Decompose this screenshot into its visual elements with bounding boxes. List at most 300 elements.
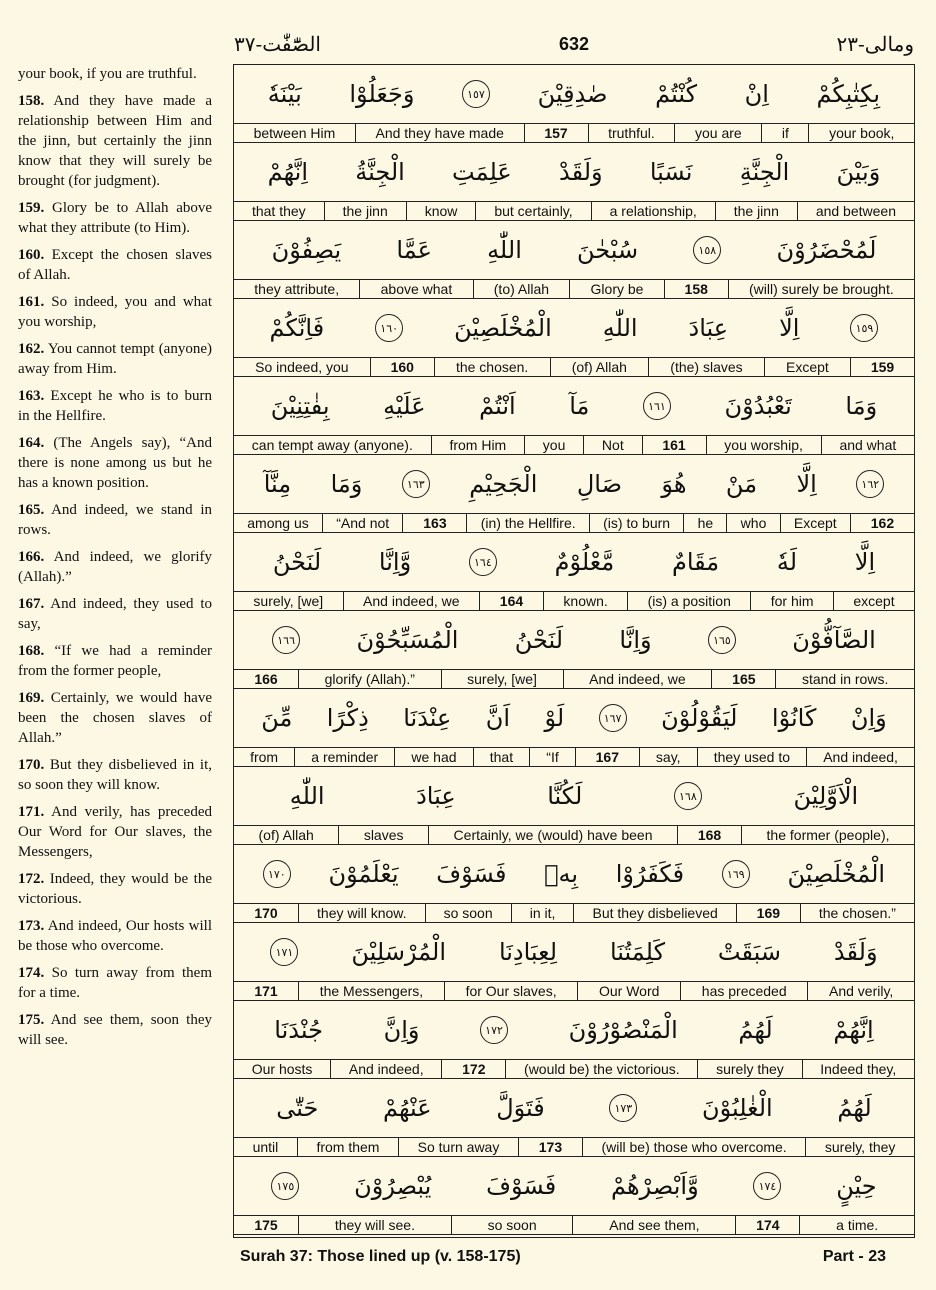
verse-text: And verily, has preceded Our Word for Our slaves, the Messengers, xyxy=(18,804,212,860)
commentary-verse xyxy=(18,386,212,426)
english-gloss-line xyxy=(234,981,914,1001)
arabic-word: وَلَقَدْ xyxy=(833,938,878,966)
arabic-line xyxy=(234,1001,914,1059)
verse-number-cell: 166 xyxy=(254,671,278,687)
arabic-word: تَعْبُدُوْنَ xyxy=(724,392,792,420)
arabic-word: لَمُحْضَرُوْنَ xyxy=(776,236,877,264)
verse-number-cell: 175 xyxy=(254,1217,278,1233)
ayah-end-marker: ١٦٧ xyxy=(599,704,627,732)
gloss-cell: Except xyxy=(764,358,850,376)
arabic-line xyxy=(234,65,914,123)
arabic-line xyxy=(234,455,914,513)
gloss-cell: in it, xyxy=(511,904,574,922)
arabic-word: اِلَّا xyxy=(854,548,876,576)
gloss-cell: surely, they xyxy=(805,1138,914,1156)
arabic-word: الْاَوَّلِيْنَ xyxy=(793,782,859,810)
verse-number: 169. xyxy=(18,690,45,706)
verse-number-cell: 174 xyxy=(735,1216,799,1234)
english-gloss-line xyxy=(234,591,914,611)
gloss-cell: glorify (Allah).” xyxy=(298,670,441,688)
verse-number: 159. xyxy=(18,200,45,216)
gloss-cell: they will see. xyxy=(298,1216,451,1234)
ayah-end-marker: ١٧٣ xyxy=(609,1094,637,1122)
arabic-word: اِنَّهُمْ xyxy=(267,158,308,186)
arabic-line xyxy=(234,845,914,903)
verse-number-cell: 169 xyxy=(736,904,800,922)
english-gloss-line xyxy=(234,357,914,377)
gloss-cell: surely, [we] xyxy=(253,593,324,609)
commentary-verse xyxy=(18,64,212,84)
arabic-word: وَمَا xyxy=(845,392,878,420)
commentary-verse xyxy=(18,755,212,795)
gloss-cell: a reminder xyxy=(294,748,394,766)
commentary-verse xyxy=(18,500,212,540)
verse-number: 166. xyxy=(18,549,45,565)
arabic-word: الْمُخْلَصِيْنَ xyxy=(787,860,886,888)
arabic-word: كَانُوْا xyxy=(771,704,817,732)
verse-row xyxy=(234,611,914,689)
arabic-line xyxy=(234,767,914,825)
gloss-cell: they attribute, xyxy=(254,281,340,297)
arabic-word: وَّاَبْصِرْهُمْ xyxy=(611,1172,699,1200)
arabic-word: لَنَحْنُ xyxy=(514,626,564,654)
commentary-verse xyxy=(18,547,212,587)
arabic-word: اِلَّا xyxy=(779,314,800,342)
gloss-cell: from xyxy=(250,749,279,765)
gloss-cell: Indeed they, xyxy=(802,1060,914,1078)
gloss-cell: that xyxy=(473,748,530,766)
verse-text: Indeed, they would be the victorious. xyxy=(18,871,213,907)
verse-number-cell: 158 xyxy=(664,280,728,298)
ayah-end-marker: ١٦٤ xyxy=(469,548,497,576)
arabic-line xyxy=(234,689,914,747)
verse-row xyxy=(234,65,914,143)
gloss-cell: Our hosts xyxy=(251,1061,313,1077)
verse-row xyxy=(234,455,914,533)
gloss-cell: And they have made xyxy=(355,124,524,142)
gloss-cell: that they xyxy=(251,203,306,219)
arabic-word: بَيْنَهٗ xyxy=(267,80,302,108)
english-gloss-line xyxy=(234,747,914,767)
gloss-cell: the former (people), xyxy=(741,826,914,844)
arabic-word: عِبَادَ xyxy=(688,314,729,342)
arabic-word: عَمَّا xyxy=(396,236,432,264)
gloss-cell: stand in rows. xyxy=(775,670,914,688)
gloss-cell: But they disbelieved xyxy=(573,904,735,922)
arabic-word: فَسَوْفَ xyxy=(436,860,507,888)
gloss-cell: And indeed, we xyxy=(563,670,712,688)
gloss-cell: slaves xyxy=(338,826,428,844)
verse-number: 161. xyxy=(18,294,45,310)
arabic-word: بِهٖ xyxy=(544,860,579,888)
gloss-cell: And indeed, we xyxy=(343,592,479,610)
arabic-word: جُنْدَنَا xyxy=(274,1016,323,1044)
gloss-cell: they used to xyxy=(697,748,806,766)
english-gloss-line xyxy=(234,825,914,845)
arabic-word: صَالِ xyxy=(576,470,622,498)
verse-row xyxy=(234,221,914,299)
arabic-word: وَاِنَّا xyxy=(619,626,652,654)
arabic-word: هُوَ xyxy=(661,470,687,498)
verse-number-cell: 173 xyxy=(518,1138,582,1156)
arabic-word: سَبَقَتْ xyxy=(717,938,781,966)
gloss-cell: say, xyxy=(639,748,697,766)
arabic-word: كُنْتُمْ xyxy=(655,80,697,108)
gloss-cell: has preceded xyxy=(680,982,807,1000)
arabic-word: الْجَحِيْمِ xyxy=(469,470,538,498)
ayah-end-marker: ١٧٠ xyxy=(263,860,291,888)
word-by-word-grid xyxy=(233,64,915,1238)
ayah-end-marker: ١٥٩ xyxy=(850,314,878,342)
gloss-cell: So indeed, you xyxy=(255,359,349,375)
commentary-verse xyxy=(18,594,212,634)
verse-number-cell: 172 xyxy=(441,1060,505,1078)
arabic-word: الْجِنَّةُ xyxy=(355,158,405,186)
arabic-word: الْمُسَبِّحُوْنَ xyxy=(356,626,459,654)
english-gloss-line xyxy=(234,435,914,455)
english-gloss-line xyxy=(234,1215,914,1235)
verse-text: Glory be to Allah above what they attribute (to Him). xyxy=(18,200,213,236)
verse-text: So indeed, you and what you worship, xyxy=(18,294,213,330)
verse-text: But they disbelieved in it, so soon they will know. xyxy=(18,757,212,793)
arabic-word: وَجَعَلُوْا xyxy=(349,80,415,108)
gloss-cell: (will) surely be brought. xyxy=(728,280,914,298)
arabic-word: وَاِنْ xyxy=(850,704,887,732)
verse-text: So turn away from them for a time. xyxy=(18,965,212,1001)
gloss-cell: (to) Allah xyxy=(473,280,570,298)
arabic-word: عِبَادَ xyxy=(416,782,456,810)
english-gloss-line xyxy=(234,1137,914,1157)
verse-text: And see them, soon they will see. xyxy=(18,1012,212,1048)
arabic-word: الْمُرْسَلِيْنَ xyxy=(351,938,447,966)
gloss-cell: so soon xyxy=(425,904,511,922)
arabic-word: وَّاِنَّا xyxy=(378,548,412,576)
gloss-cell: if xyxy=(761,124,808,142)
verse-number: 164. xyxy=(18,435,45,451)
ayah-end-marker: ١٦٠ xyxy=(375,314,403,342)
gloss-cell: So turn away xyxy=(398,1138,518,1156)
commentary-verse xyxy=(18,198,212,238)
commentary-verse xyxy=(18,91,212,191)
gloss-cell: Not xyxy=(583,436,641,454)
gloss-cell: you xyxy=(524,436,583,454)
gloss-cell: “And not xyxy=(322,514,402,532)
arabic-word: الصَّآفُّوْنَ xyxy=(792,626,876,654)
ayah-end-marker: ١٧١ xyxy=(270,938,298,966)
gloss-cell: the jinn xyxy=(715,202,797,220)
verse-number-cell: 162 xyxy=(850,514,914,532)
arabic-line xyxy=(234,299,914,357)
page-footer xyxy=(240,1248,890,1272)
verse-number: 162. xyxy=(18,341,45,357)
verse-row xyxy=(234,845,914,923)
surah-name-arabic: الصّٰٓفّٰت-٣٧ xyxy=(234,32,321,56)
gloss-cell: above what xyxy=(359,280,472,298)
arabic-word: مَنْ xyxy=(725,470,758,498)
verse-number-cell: 171 xyxy=(254,983,278,999)
gloss-cell: he xyxy=(683,514,726,532)
verse-text: Except he who is to burn in the Hellfire. xyxy=(18,388,212,424)
gloss-cell: Except xyxy=(780,514,850,532)
verse-number: 168. xyxy=(18,643,45,659)
commentary-verse xyxy=(18,1010,212,1050)
verse-number-cell: 170 xyxy=(254,905,278,921)
gloss-cell: And verily, xyxy=(807,982,914,1000)
gloss-cell: Our Word xyxy=(577,982,680,1000)
arabic-word: بِفٰتِنِيْنَ xyxy=(270,392,330,420)
gloss-cell: except xyxy=(833,592,914,610)
gloss-cell: so soon xyxy=(451,1216,573,1234)
english-gloss-line xyxy=(234,123,914,143)
arabic-word: اللّٰهِ xyxy=(487,236,522,264)
commentary-verse xyxy=(18,916,212,956)
commentary-verse xyxy=(18,963,212,1003)
commentary-verse xyxy=(18,869,212,909)
verse-number: 175. xyxy=(18,1012,45,1028)
ayah-end-marker: ١٧٤ xyxy=(753,1172,781,1200)
arabic-line xyxy=(234,611,914,669)
page-number: 632 xyxy=(558,34,590,54)
arabic-word: صٰدِقِيْنَ xyxy=(537,80,608,108)
arabic-line xyxy=(234,533,914,591)
gloss-cell: And indeed, xyxy=(806,748,914,766)
arabic-word: عِنْدَنَا xyxy=(403,704,452,732)
arabic-word: الْمُخْلَصِيْنَ xyxy=(454,314,552,342)
gloss-cell: and what xyxy=(821,436,914,454)
arabic-word: حَتّٰى xyxy=(276,1094,319,1122)
arabic-word: اِنَّهُمْ xyxy=(833,1016,874,1044)
verse-number: 170. xyxy=(18,757,45,773)
gloss-cell: (of) Allah xyxy=(550,358,649,376)
arabic-word: لَنَحْنُ xyxy=(272,548,322,576)
verse-text: Except the chosen slaves of Allah. xyxy=(18,247,213,283)
arabic-word: لَهُمُ xyxy=(837,1094,872,1122)
gloss-cell: can tempt away (anyone). xyxy=(251,437,413,453)
verse-number: 171. xyxy=(18,804,45,820)
verse-row xyxy=(234,143,914,221)
gloss-cell: your book, xyxy=(808,124,914,142)
arabic-word: مِّنَ xyxy=(261,704,293,732)
arabic-word: مِنَّآ xyxy=(263,470,292,498)
verse-row xyxy=(234,533,914,611)
arabic-word: مَّعْلُوْمٌ xyxy=(554,548,615,576)
gloss-cell: surely, [we] xyxy=(441,670,563,688)
gloss-cell: surely they xyxy=(697,1060,801,1078)
gloss-cell: Certainly, we (would) have been xyxy=(428,826,677,844)
gloss-cell: for Our slaves, xyxy=(444,982,577,1000)
verse-row xyxy=(234,377,914,455)
verse-row xyxy=(234,299,914,377)
gloss-cell: And see them, xyxy=(572,1216,735,1234)
translation-column xyxy=(18,64,212,1057)
gloss-cell: who xyxy=(726,514,779,532)
gloss-cell: (would be) the victorious. xyxy=(505,1060,697,1078)
verse-number-cell: 159 xyxy=(850,358,914,376)
gloss-cell: (is) to burn xyxy=(589,514,683,532)
ayah-end-marker: ١٦٨ xyxy=(674,782,702,810)
arabic-word: سُبْحٰنَ xyxy=(577,236,639,264)
arabic-word: مَقَامٌ xyxy=(671,548,720,576)
english-gloss-line xyxy=(234,201,914,221)
verse-number-cell: 167 xyxy=(575,748,639,766)
verse-number: 167. xyxy=(18,596,45,612)
gloss-cell: the chosen.” xyxy=(800,904,914,922)
gloss-cell: know xyxy=(406,202,476,220)
arabic-word: اَنَّ xyxy=(485,704,511,732)
verse-text: And indeed, Our hosts will be those who overcome. xyxy=(18,918,212,954)
gloss-cell: and between xyxy=(797,202,914,220)
arabic-word: وَاِنَّ xyxy=(383,1016,420,1044)
commentary-verse xyxy=(18,339,212,379)
gloss-cell: (of) Allah xyxy=(258,827,314,843)
gloss-cell: from them xyxy=(297,1138,398,1156)
arabic-word: بِكِتٰبِكُمْ xyxy=(816,80,881,108)
arabic-word: فَكَفَرُوْا xyxy=(615,860,685,888)
arabic-word: يُبْصِرُوْنَ xyxy=(354,1172,432,1200)
verse-row xyxy=(234,923,914,1001)
verse-row xyxy=(234,689,914,767)
ayah-end-marker: ١٥٧ xyxy=(462,80,490,108)
arabic-word: اَنْتُمْ xyxy=(479,392,516,420)
arabic-word: فَاِنَّكُمْ xyxy=(269,314,325,342)
arabic-word: يَصِفُوْنَ xyxy=(271,236,342,264)
gloss-cell: (the) slaves xyxy=(648,358,764,376)
english-gloss-line xyxy=(234,513,914,533)
ayah-end-marker: ١٧٢ xyxy=(480,1016,508,1044)
verse-row xyxy=(234,1157,914,1235)
gloss-cell: the chosen. xyxy=(434,358,550,376)
gloss-cell: And indeed, xyxy=(330,1060,441,1078)
verse-number-cell: 160 xyxy=(370,358,434,376)
english-gloss-line xyxy=(234,669,914,689)
verse-text: And indeed, we glorify (Allah).” xyxy=(18,549,212,585)
gloss-cell: (is) a position xyxy=(627,592,750,610)
verse-number: 172. xyxy=(18,871,45,887)
gloss-cell: “If xyxy=(529,748,575,766)
ayah-end-marker: ١٦١ xyxy=(643,392,671,420)
arabic-word: لَوْ xyxy=(544,704,565,732)
arabic-word: نَسَبًا xyxy=(649,158,693,186)
verse-row xyxy=(234,767,914,845)
arabic-word: عَلَيْهِ xyxy=(383,392,426,420)
commentary-verse xyxy=(18,292,212,332)
commentary-verse xyxy=(18,688,212,748)
arabic-word: لِعِبَادِنَا xyxy=(498,938,558,966)
gloss-cell: (in) the Hellfire. xyxy=(466,514,588,532)
gloss-cell: the Messengers, xyxy=(298,982,444,1000)
verse-number-cell: 164 xyxy=(479,592,543,610)
arabic-word: مَآ xyxy=(569,392,590,420)
arabic-line xyxy=(234,1079,914,1137)
part-name-arabic: ومالی-٢٣ xyxy=(836,32,914,56)
ayah-end-marker: ١٧٥ xyxy=(271,1172,299,1200)
gloss-cell: you worship, xyxy=(706,436,821,454)
gloss-cell: until xyxy=(252,1139,279,1155)
page-header xyxy=(234,28,914,60)
gloss-cell: from Him xyxy=(431,436,524,454)
arabic-word: لَهُمُ xyxy=(738,1016,773,1044)
verse-number: 173. xyxy=(18,918,45,934)
arabic-word: لَهٗ xyxy=(776,548,798,576)
surah-title: Surah 37: Those lined up (v. 158-175) xyxy=(240,1248,521,1265)
verse-text: (The Angels say), “And there is none among us but he has a known position. xyxy=(18,435,213,491)
verse-text: your book, if you are truthful. xyxy=(18,66,197,82)
arabic-word: اِنْ xyxy=(744,80,769,108)
commentary-verse xyxy=(18,245,212,285)
verse-number-cell: 161 xyxy=(642,436,706,454)
ayah-end-marker: ١٦٩ xyxy=(722,860,750,888)
verse-text: Certainly, we would have been the chosen slaves of Allah.” xyxy=(18,690,213,746)
arabic-word: فَتَوَلَّ xyxy=(496,1094,545,1122)
english-gloss-line xyxy=(234,1059,914,1079)
gloss-cell: a relationship, xyxy=(591,202,715,220)
arabic-word: عَنْهُمْ xyxy=(382,1094,432,1122)
gloss-cell: Glory be xyxy=(569,280,663,298)
arabic-word: وَبَيْنَ xyxy=(836,158,881,186)
gloss-cell: you are xyxy=(674,124,761,142)
gloss-cell: but certainly, xyxy=(475,202,590,220)
english-gloss-line xyxy=(234,903,914,923)
arabic-line xyxy=(234,923,914,981)
arabic-word: عَلِمَتِ xyxy=(452,158,512,186)
arabic-line xyxy=(234,377,914,435)
arabic-word: اللّٰهِ xyxy=(289,782,325,810)
ayah-end-marker: ١٥٨ xyxy=(693,236,721,264)
arabic-word: لَكُنَّا xyxy=(547,782,583,810)
gloss-cell: among us xyxy=(247,515,309,531)
gloss-cell: a time. xyxy=(799,1216,914,1234)
verse-number: 160. xyxy=(18,247,45,263)
verse-number-cell: 168 xyxy=(677,826,741,844)
arabic-line xyxy=(234,221,914,279)
ayah-end-marker: ١٦٣ xyxy=(402,470,430,498)
verse-text: You cannot tempt (anyone) away from Him. xyxy=(18,341,212,377)
gloss-cell: truthful. xyxy=(588,124,675,142)
ayah-end-marker: ١٦٥ xyxy=(708,626,736,654)
verse-text: “If we had a reminder from the former people, xyxy=(18,643,212,679)
verse-number-cell: 165 xyxy=(711,670,775,688)
english-gloss-line xyxy=(234,279,914,299)
part-number: Part - 23 xyxy=(822,1248,886,1265)
verse-number: 158. xyxy=(18,93,45,109)
arabic-word: وَلَقَدْ xyxy=(558,158,603,186)
commentary-verse xyxy=(18,802,212,862)
verse-text: And they have made a relationship between Him and the jinn, but certainly the jinn know that they will surely be brought (for judgment). xyxy=(18,93,212,189)
arabic-word: فَسَوْفَ xyxy=(486,1172,557,1200)
verse-number: 163. xyxy=(18,388,45,404)
arabic-word: اللّٰهِ xyxy=(602,314,638,342)
arabic-word: حِيْنٍ xyxy=(836,1172,877,1200)
arabic-word: وَمَا xyxy=(330,470,363,498)
verse-row xyxy=(234,1001,914,1079)
verse-number-cell: 157 xyxy=(524,124,588,142)
arabic-word: كَلِمَتُنَا xyxy=(609,938,666,966)
verse-number-cell: 163 xyxy=(402,514,466,532)
arabic-word: الْمَنْصُوْرُوْنَ xyxy=(568,1016,678,1044)
gloss-cell: they will know. xyxy=(298,904,425,922)
gloss-cell: for him xyxy=(750,592,833,610)
gloss-cell: known. xyxy=(543,592,627,610)
verse-row xyxy=(234,1079,914,1157)
commentary-verse xyxy=(18,433,212,493)
verse-text: And indeed, we stand in rows. xyxy=(18,502,212,538)
arabic-line xyxy=(234,1157,914,1215)
ayah-end-marker: ١٦٢ xyxy=(856,470,884,498)
arabic-word: الْجِنَّةِ xyxy=(739,158,790,186)
ayah-end-marker: ١٦٦ xyxy=(272,626,300,654)
gloss-cell: between Him xyxy=(253,125,336,141)
gloss-cell: (will be) those who overcome. xyxy=(582,1138,805,1156)
